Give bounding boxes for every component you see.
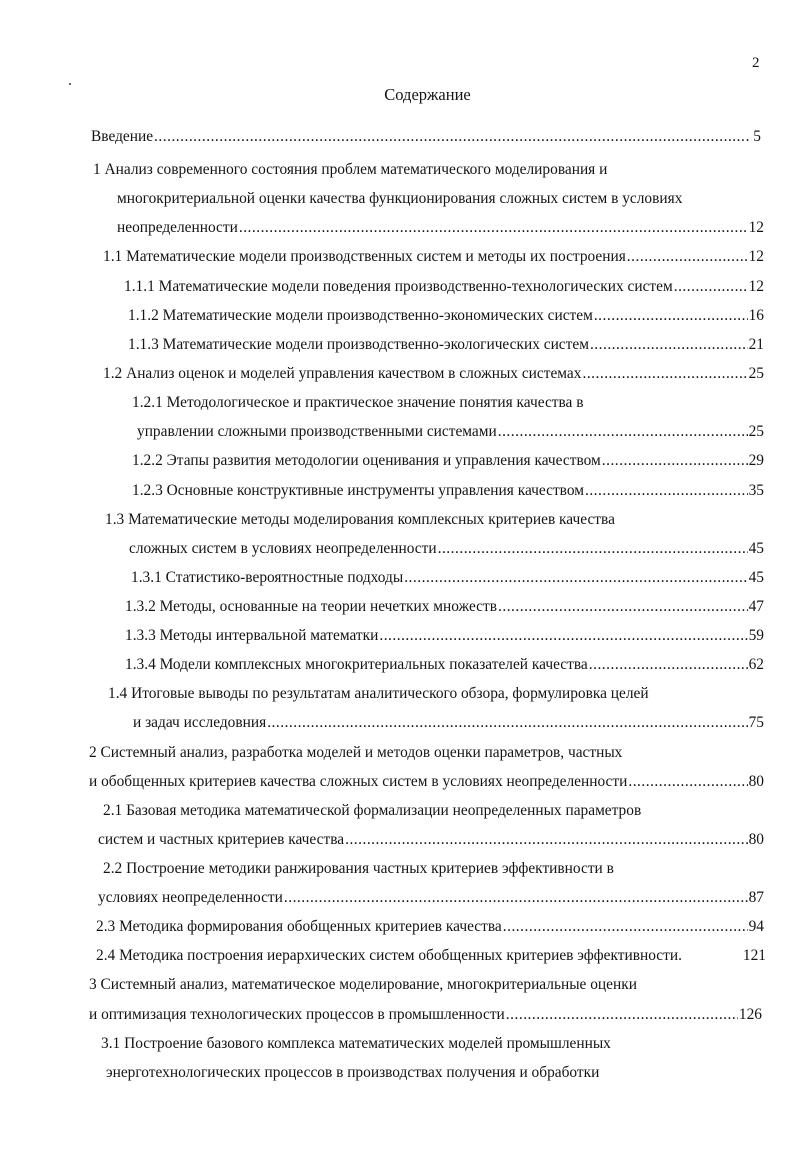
toc-entry-page: 25 [748,365,764,382]
toc-entry-text: условиях неопределенности [98,889,283,906]
toc-entry-page: 94 [748,918,764,935]
toc-entry-page: 21 [748,336,764,353]
toc-entry-text: 3.1 Построение базового комплекса математических моделей промышленных [101,1035,611,1052]
toc-entry-page: 126 [738,1006,762,1023]
toc-entry-chapter-2-line-2[interactable] [89,769,764,795]
toc-title: Содержание [384,85,471,104]
toc-entry-text: и задач исследовния [133,714,267,731]
toc-entry-page: 45 [748,540,764,557]
toc-entry-text: 1.4 Итоговые выводы по результатам аналитического обзора, формулировка целей [108,685,649,702]
toc-entry-page: 121 [742,947,766,964]
toc-entry-2-4[interactable] [96,943,766,969]
dot-leader [602,448,748,474]
toc-entry-text: 1.3 Математические методы моделирования комплексных критериев качества [105,511,615,528]
toc-entry-3-1-line-1[interactable] [101,1031,611,1057]
toc-entry-2-3[interactable] [96,914,764,940]
dot-leader [582,361,747,387]
toc-entry-page: 12 [748,248,764,265]
toc-entry-text: и оптимизация технологических процессов в промышленности [89,1006,505,1023]
dot-leader [627,244,748,270]
dot-leader [503,914,748,940]
toc-entry-1-1[interactable] [103,244,764,270]
toc-entry-text: управлении сложными производственными системами [137,423,497,440]
toc-entry-page: . 5 [745,128,761,145]
toc-entry-text: 2.1 Базовая методика математической формализации неопределенных параметров [103,802,642,819]
toc-entry-text: 1.3.3 Методы интервальной математки [125,627,379,644]
toc-entry-text: 1.2 Анализ оценок и моделей управления качеством в сложных системах [103,365,582,382]
toc-entry-chapter-3-line-1[interactable] [89,972,637,998]
toc-entry-chapter-3-line-2[interactable] [89,1002,762,1028]
toc-entry-1-2-2[interactable] [132,448,764,474]
toc-entry-page: 80 [748,831,764,848]
toc-entry-page: 87 [748,889,764,906]
toc-entry-text: и обобщенных критериев качества сложных систем в условиях неопределенности [89,773,628,790]
toc-entry-text: 1.1.2 Математические модели производственно-экономических систем [128,307,593,324]
toc-entry-1-3-line-2[interactable] [129,536,764,562]
dot-leader [589,652,748,678]
toc-entry-text: 1 Анализ современного состояния проблем математического моделирования и [93,161,608,178]
toc-entry-text: 1.1.3 Математические модели производственно-экологических систем [128,336,589,353]
toc-entry-text: сложных систем в условиях неопределенности [129,540,437,557]
toc-entry-text: 2 Системный анализ, разработка моделей и методов оценки параметров, частных [89,744,623,761]
toc-entry-1-3-3[interactable] [125,623,764,649]
toc-entry-text: 2.2 Построение методики ранжирования частных критериев эффективности в [103,860,614,877]
dot-leader [404,565,747,591]
toc-entry-chapter-1-line-1[interactable] [93,157,607,183]
dot-leader [628,769,747,795]
toc-entry-text: 1.2.2 Этапы развития методологии оценивания и управления качеством [132,452,601,469]
toc-entry-1-2-3[interactable] [132,478,764,504]
dot-leader [284,885,748,911]
toc-entry-text: 1.1.1 Математические модели поведения производственно-технологических систем [124,278,673,295]
dot-leader [674,274,748,300]
toc-entry-page: 12 [748,278,764,295]
dot-leader [585,478,748,504]
toc-entry-text: систем и частных критериев качества [98,831,345,848]
dot-leader [239,215,748,241]
toc-entry-page: 29 [748,452,764,469]
toc-entry-1-3-2[interactable] [125,594,764,620]
toc-entry-text: Введение [91,128,154,145]
toc-entry-1-2[interactable] [103,361,764,387]
toc-entry-chapter-1-line-3[interactable] [117,215,764,241]
toc-entry-text: энерготехнологических процессов в производствах получения и обработки [106,1064,600,1081]
toc-entry-page: 47 [748,598,764,615]
toc-entry-1-3-line-1[interactable] [105,507,615,533]
dot-leader [498,419,748,445]
toc-entry-page: 12 [748,219,764,236]
dot-leader [594,303,748,329]
toc-entry-page: 59 [748,627,764,644]
toc-entry-text: 2.3 Методика формирования обобщенных критериев качества [96,918,502,935]
page-number: 2 [752,55,760,71]
toc-entry-page: 80 [748,773,764,790]
toc-entry-2-2-line-2[interactable] [98,885,764,911]
toc-entry-1-4-line-2[interactable] [133,710,764,736]
toc-entry-chapter-2-line-1[interactable] [89,740,622,766]
toc-entry-page: 45 [748,569,764,586]
toc-entry-text: 1.3.1 Статистико-вероятностные подходы [131,569,404,586]
toc-entry-1-3-4[interactable] [125,652,764,678]
dot-leader [438,536,748,562]
dot-leader [498,594,748,620]
dot-leader [267,710,747,736]
toc-entry-text: неопределенности [117,219,238,236]
dot-leader [345,827,748,853]
toc-entry-1-2-1-line-2[interactable] [137,419,764,445]
toc-entry-1-2-1-line-1[interactable] [132,390,584,416]
toc-entry-text: 1.2.1 Методологическое и практическое значение понятия качества в [132,394,584,411]
toc-entry-text: 1.3.2 Методы, основанные на теории нечетких множеств [125,598,497,615]
toc-entry-2-1-line-2[interactable] [98,827,764,853]
toc-entry-1-1-3[interactable] [128,332,764,358]
toc-entry-page: 75 [748,714,764,731]
toc-entry-1-3-1[interactable] [131,565,764,591]
toc-entry-2-1-line-1[interactable] [103,798,641,824]
toc-entry-page: 62 [748,656,764,673]
toc-entry-1-1-1[interactable] [124,274,764,300]
toc-entry-page: 25 [748,423,764,440]
dot-leader [379,623,747,649]
toc-entry-2-2-line-1[interactable] [103,856,614,882]
toc-entry-1-1-2[interactable] [128,303,764,329]
toc-entry-text: 1.2.3 Основные конструктивные инструменты управления качеством [132,482,584,499]
toc-entry-text: многокритериальной оценки качества функционирования сложных систем в условиях [117,190,683,207]
toc-entry-page: 16 [748,307,764,324]
scan-speck [69,83,71,85]
toc-entry-text: 1.3.4 Модели комплексных многокритериальных показателей качества [125,656,588,673]
toc-entry-chapter-1-line-2[interactable] [117,186,682,212]
toc-entry-1-4-line-1[interactable] [108,681,649,707]
toc-entry-introduction[interactable] [91,124,761,150]
dot-leader [590,332,748,358]
toc-entry-text: 2.4 Методика построения иерархических систем обобщенных критериев эффективности. [96,947,682,964]
toc-entry-text: 1.1 Математические модели производственных систем и методы их построения [103,248,626,265]
dot-leader [506,1002,738,1028]
toc-entry-page: 35 [748,482,764,499]
toc-entry-3-1-line-2[interactable] [106,1060,599,1086]
dot-leader [154,124,745,150]
toc-entry-text: 3 Системный анализ, математическое моделирование, многокритериальные оценки [89,976,637,993]
